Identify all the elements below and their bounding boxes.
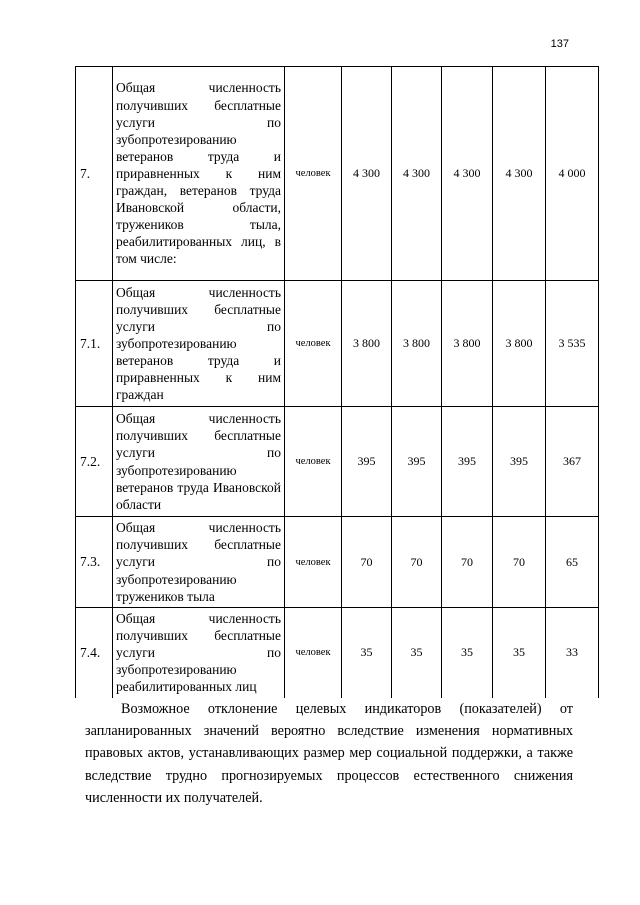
value-cell: 70 (392, 517, 442, 608)
value-cell: 35 (392, 608, 442, 698)
indicator-name: Общая численность получивших бесплатные услуги по зубопротезированию ветеранов труда Ивановской области (113, 407, 285, 517)
row-number: 7.2. (76, 407, 113, 517)
value-cell: 3 800 (442, 281, 493, 407)
unit-cell: человек (285, 517, 342, 608)
value-cell: 33 (546, 608, 599, 698)
value-cell: 3 800 (392, 281, 442, 407)
value-cell: 65 (546, 517, 599, 608)
value-cell: 70 (342, 517, 392, 608)
value-cell: 4 300 (342, 67, 392, 281)
value-cell: 367 (546, 407, 599, 517)
page-number: 137 (550, 38, 569, 50)
unit-cell: человек (285, 281, 342, 407)
indicators-table (75, 66, 599, 698)
table-row (76, 407, 599, 517)
indicator-name: Общая численность получивших бесплатные услуги по зубопротезированию тружеников тыла (113, 517, 285, 608)
value-cell: 4 300 (392, 67, 442, 281)
row-number: 7. (76, 67, 113, 281)
unit-cell: человек (285, 407, 342, 517)
unit-cell: человек (285, 608, 342, 698)
unit-cell: человек (285, 67, 342, 281)
table-row (76, 517, 599, 608)
table-row (76, 67, 599, 281)
value-cell: 35 (442, 608, 493, 698)
value-cell: 70 (442, 517, 493, 608)
indicator-name: Общая численность получивших бесплатные услуги по зубопротезированию ветеранов труда и приравненных к ним граждан, ветеранов труда Ивановской области, тружеников тыла, реабилитированных лиц, в том числе: (113, 67, 285, 281)
indicator-name: Общая численность получивших бесплатные услуги по зубопротезированию ветеранов труда и приравненных к ним граждан (113, 281, 285, 407)
row-number: 7.1. (76, 281, 113, 407)
explanatory-paragraph: Возможное отклонение целевых индикаторов (показателей) от запланированных значений вероятно вследствие изменения нормативных правовых актов, устанавливающих размер мер социальной поддержки, а также вследствие трудно прогнозируемых процессов естественного снижения численности их получателей. (85, 701, 573, 806)
row-number: 7.4. (76, 608, 113, 698)
value-cell: 35 (342, 608, 392, 698)
value-cell: 4 000 (546, 67, 599, 281)
value-cell: 35 (493, 608, 546, 698)
value-cell: 395 (392, 407, 442, 517)
value-cell: 3 535 (546, 281, 599, 407)
value-cell: 4 300 (493, 67, 546, 281)
indicator-name: Общая численность получивших бесплатные услуги по зубопротезированию реабилитированных лиц (113, 608, 285, 698)
value-cell: 4 300 (442, 67, 493, 281)
value-cell: 395 (342, 407, 392, 517)
table-row (76, 281, 599, 407)
value-cell: 70 (493, 517, 546, 608)
table-row (76, 608, 599, 698)
value-cell: 3 800 (493, 281, 546, 407)
value-cell: 3 800 (342, 281, 392, 407)
row-number: 7.3. (76, 517, 113, 608)
value-cell: 395 (442, 407, 493, 517)
value-cell: 395 (493, 407, 546, 517)
